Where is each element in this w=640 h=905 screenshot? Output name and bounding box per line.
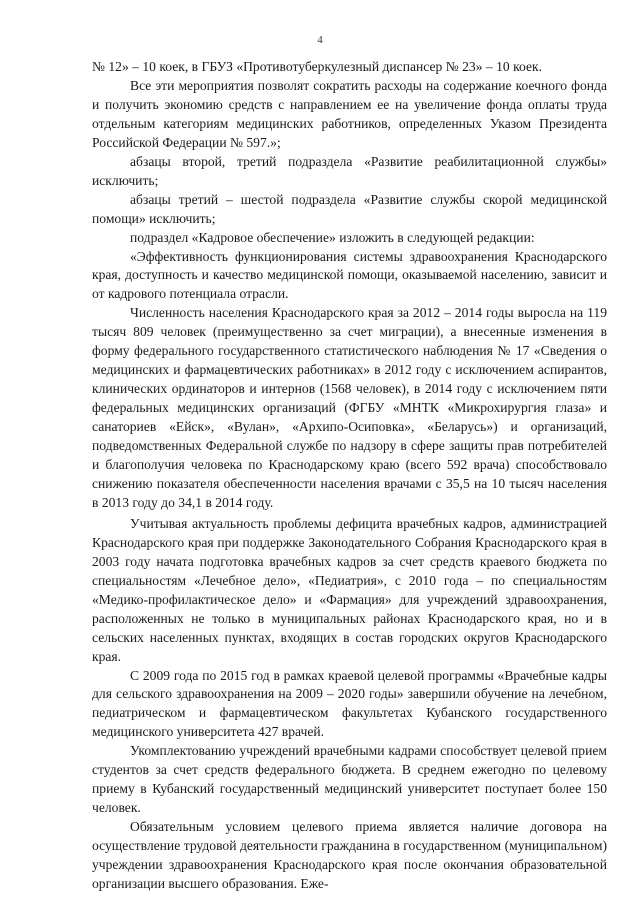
page-number: 4: [317, 34, 323, 46]
paragraph: абзацы второй, третий подраздела «Развитие реабилитационной службы» исключить;: [92, 153, 607, 188]
paragraph: «Эффективность функционирования системы здравоохранения Краснодарского края, доступность и качество медицинской помощи, оказываемой населению, зависит и от кадрового потенциала отрасли.: [92, 248, 607, 302]
paragraph: Все эти мероприятия позволят сократить расходы на содержание коечного фонда и получить экономию средств с направлением ее на увеличение фонда оплаты труда отдельным категориям медицинских работников, определенных Указом Президента Российской Федерации № 597.»;: [92, 77, 607, 150]
paragraph: Численность населения Краснодарского края за 2012 – 2014 годы выросла на 119 тысяч 809 человек (преимущественно за счет миграции), а внесенные изменения в форму федерального государственного статистического наблюдения № 17 «Сведения о медицинских и фармацевтических работниках» в 2012 году с исключением аспирантов, клинических ординаторов и интернов (1568 человек), в 2014 году с исключением пяти федеральных медицинских организаций (ФГБУ «МНТК «Микрохирургия глаза» и санаториев «Ейск», «Вулан», «Архипо-Осиповка», «Беларусь») и организаций, подведомственных Федеральной службе по надзору в сфере защиты прав потребителей и благополучия человека по Краснодарскому краю (всего 592 врача) способствовало снижению показателя обеспеченности населения врачами с 35,5 на 10 тысяч населения в 2013 году до 34,1 в 2014 году.: [92, 305, 607, 510]
paragraph: Укомплектованию учреждений врачебными кадрами способствует целевой прием студентов за счет средств федерального бюджета. В среднем ежегодно по целевому приему в Кубанский государственный медицинский университет поступает более 150 человек.: [92, 743, 607, 816]
paragraph: Обязательным условием целевого приема является наличие договора на осуществление трудовой деятельности гражданина в государственном (муниципальном) учреждении здравоохранения Краснодарского края после окончания образовательной организации высшего образования. Еже-: [92, 819, 607, 891]
paragraph: С 2009 года по 2015 год в рамках краевой целевой программы «Врачебные кадры для сельского здравоохранения на 2009 – 2020 годы» завершили обучение на лечебном, педиатрическом и фармацевтическом факультетах Кубанского государственного медицинского университета 427 врачей.: [92, 667, 607, 740]
paragraph: абзацы третий – шестой подраздела «Развитие службы скорой медицинской помощи» исключить;: [92, 191, 607, 226]
paragraph: № 12» – 10 коек, в ГБУЗ «Противотуберкулезный диспансер № 23» – 10 коек.: [92, 59, 542, 74]
paragraph: подраздел «Кадровое обеспечение» изложить в следующей редакции:: [130, 229, 535, 245]
document-body: [92, 58, 607, 894]
paragraph: Учитывая актуальность проблемы дефицита врачебных кадров, администрацией Краснодарского края при поддержке Законодательного Собрания Краснодарского края в 2003 году начата подготовка врачебных кадров за счет средств краевого бюджета по специальностям «Лечебное дело», «Педиатрия», с 2010 года – по специальностям «Медико-профилактическое дело» и «Фармация» для учреждений здравоохранения, расположенных не только в муниципальных районах Краснодарского края, но и в сельских населенных пунктах, входящих в состав городских округов Краснодарского края.: [92, 515, 607, 664]
